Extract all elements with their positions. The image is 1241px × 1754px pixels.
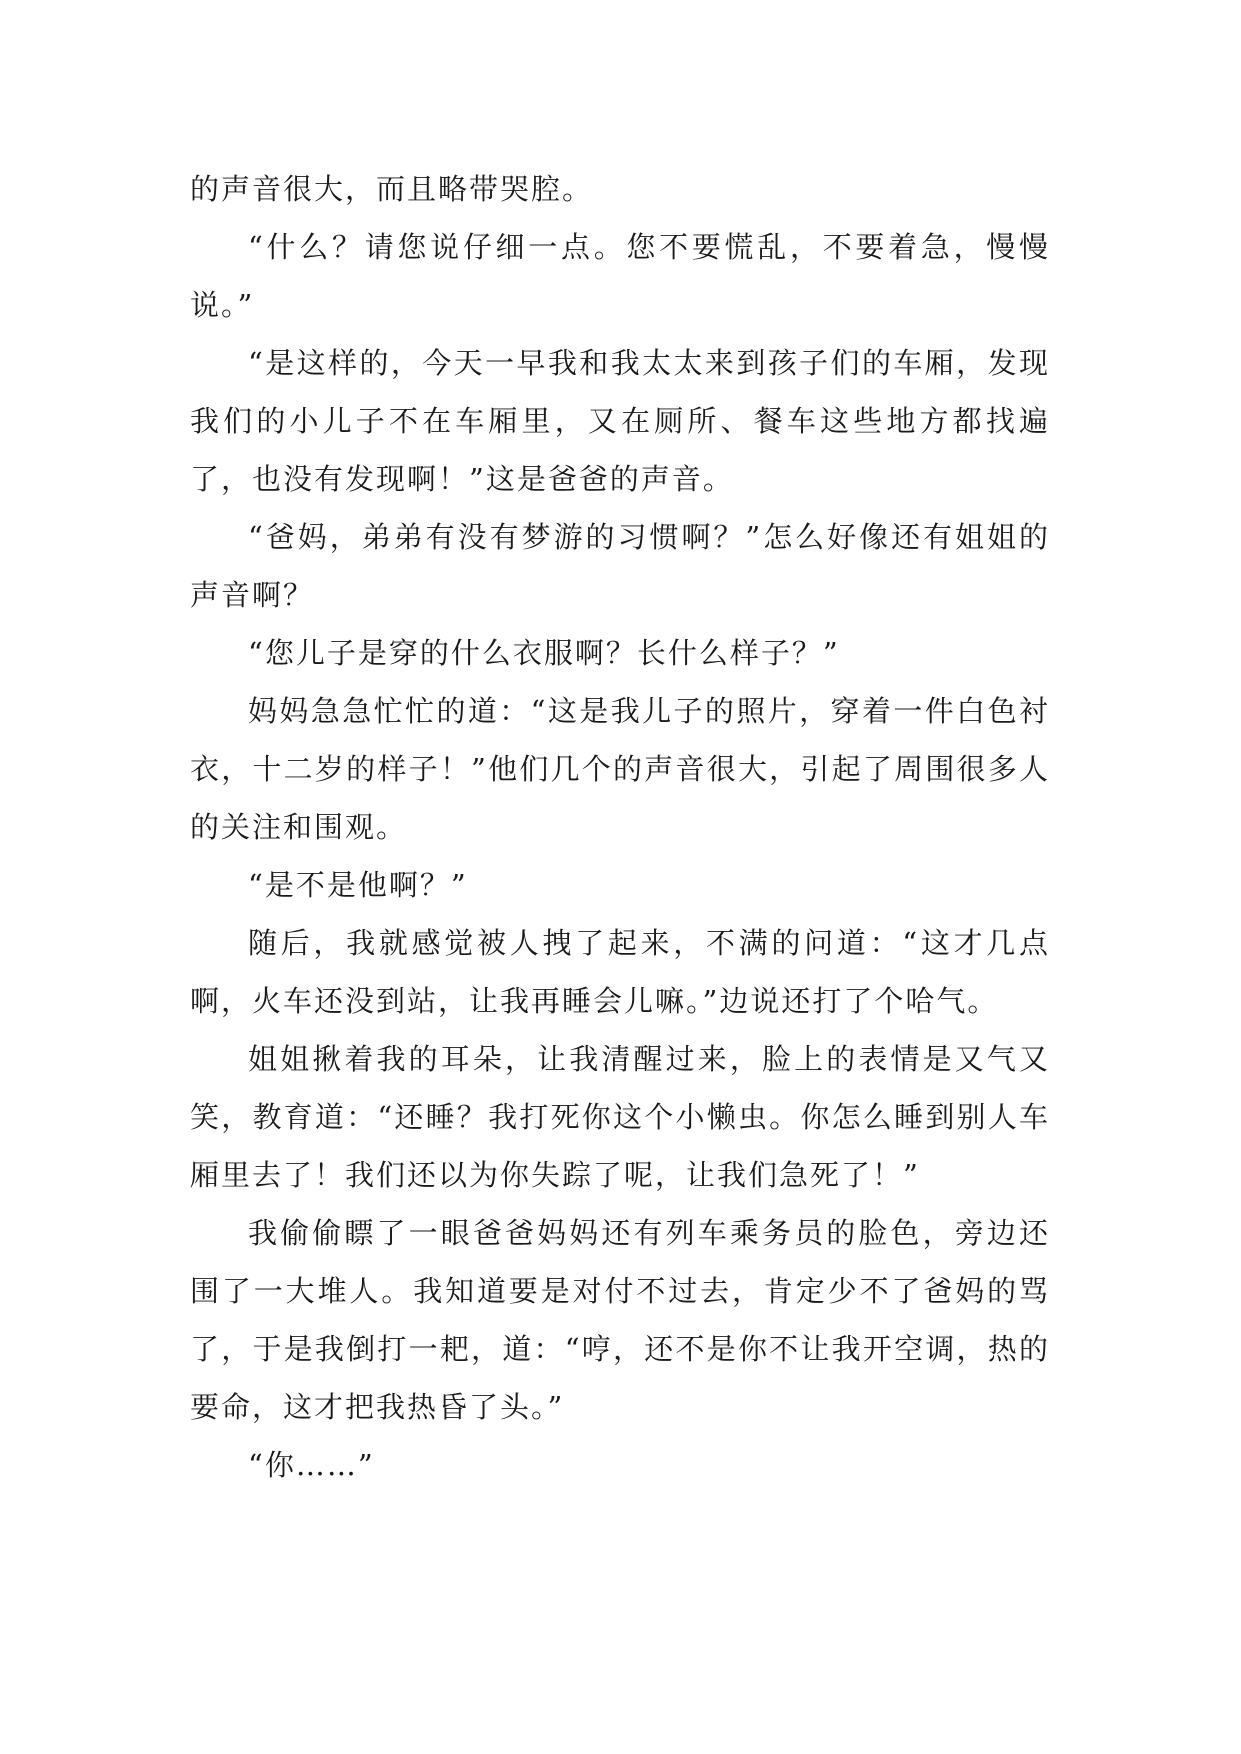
paragraph-4: “爸妈，弟弟有没有梦游的习惯啊？”怎么好像还有姐姐的声音啊？ [190,520,1050,612]
paragraph-8: 随后，我就感觉被人拽了起来，不满的问道：“这才几点啊，火车还没到站，让我再睡会儿嘛。”边说还打了个哈气。 [190,926,1050,1018]
paragraph-2: “什么？请您说仔细一点。您不要慌乱，不要着急，慢慢说。” [190,230,1050,322]
paragraph-9: 姐姐揪着我的耳朵，让我清醒过来，脸上的表情是又气又笑，教育道：“还睡？我打死你这个小懒虫。你怎么睡到别人车厢里去了！我们还以为你失踪了呢，让我们急死了！” [190,1042,1050,1192]
paragraph-11: “你……” [248,1448,375,1482]
paragraph-10: 我偷偷瞟了一眼爸爸妈妈还有列车乘务员的脸色，旁边还围了一大堆人。我知道要是对付不过去，肯定少不了爸妈的骂了，于是我倒打一耙，道：“哼，还不是你不让我开空调，热的要命，这才把我热昏了头。” [190,1216,1050,1424]
paragraph-1: 的声音很大，而且略带哭腔。 [190,172,594,206]
document-body [190,160,1050,1494]
paragraph-7: “是不是他啊？” [248,868,468,902]
paragraph-5: “您儿子是穿的什么衣服啊？长什么样子？” [248,636,840,670]
paragraph-3: “是这样的，今天一早我和我太太来到孩子们的车厢，发现我们的小儿子不在车厢里，又在厕所、餐车这些地方都找遍了，也没有发现啊！”这是爸爸的声音。 [190,346,1050,496]
paragraph-6: 妈妈急急忙忙的道：“这是我儿子的照片，穿着一件白色衬衣，十二岁的样子！”他们几个的声音很大，引起了周围很多人的关注和围观。 [190,694,1050,844]
